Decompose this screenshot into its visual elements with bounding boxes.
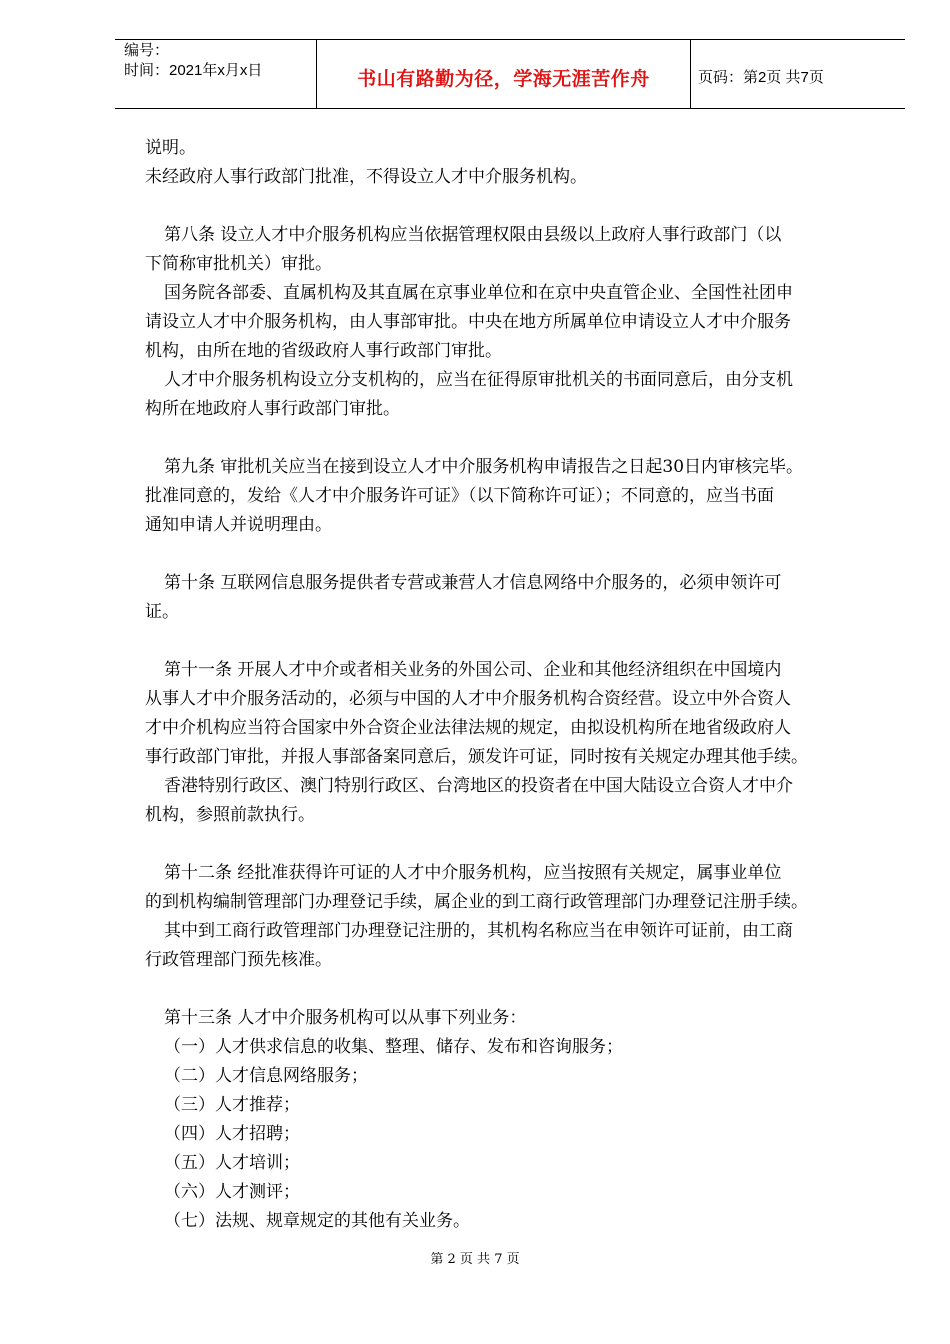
paragraph-spacer: [145, 627, 885, 656]
body-text-line: 从事人才中介服务活动的，必须与中国的人才中介服务机构合资经营。设立中外合资人: [145, 689, 791, 709]
body-text-line: 香港特别行政区、澳门特别行政区、台湾地区的投资者在中国大陆设立合资人才中介: [164, 776, 793, 796]
body-text-line: 未经政府人事行政部门批准，不得设立人才中介服务机构。: [145, 167, 587, 187]
paragraph-spacer: [145, 424, 885, 453]
body-text-line: 国务院各部委、直属机构及其直属在京事业单位和在京中央直管企业、全国性社团申: [164, 283, 793, 303]
document-body: [145, 134, 885, 1236]
body-text-line: 机构，参照前款执行。: [145, 805, 315, 825]
body-text-line: 行政管理部门预先核准。: [145, 950, 332, 970]
paragraph-spacer: [145, 975, 885, 1004]
body-text-line: 第八条 设立人才中介服务机构应当依据管理权限由县级以上政府人事行政部门（以: [164, 225, 782, 245]
body-text-line: （四）人才招聘；: [164, 1124, 300, 1144]
body-text-line: 的到机构编制管理部门办理登记手续，属企业的到工商行政管理部门办理登记注册手续。: [145, 892, 808, 912]
page-footer: 第 2 页 共 7 页: [430, 1252, 520, 1267]
body-text-line: 第十条 互联网信息服务提供者专营或兼营人才信息网络中介服务的，必须申领许可: [164, 573, 782, 593]
document-time-label: 时间：2021年x月x日: [124, 62, 263, 79]
paragraph-spacer: [145, 830, 885, 859]
body-text-line: （一）人才供求信息的收集、整理、储存、发布和咨询服务；: [164, 1037, 623, 1057]
body-text-line: （二）人才信息网络服务；: [164, 1066, 368, 1086]
body-text-line: 批准同意的，发给《人才中介服务许可证》（以下简称许可证）；不同意的，应当书面: [145, 486, 774, 506]
body-text-line: 下简称审批机关）审批。: [145, 254, 332, 274]
page-header: [115, 39, 905, 109]
header-motto-cell: [316, 40, 691, 108]
body-text-line: （三）人才推荐；: [164, 1095, 300, 1115]
header-page-info: 页码：第2页 共7页: [698, 69, 824, 86]
body-text-line: 机构，由所在地的省级政府人事行政部门审批。: [145, 341, 502, 361]
paragraph-spacer: [145, 192, 885, 221]
body-text-line: （七）法规、规章规定的其他有关业务。: [164, 1211, 470, 1231]
body-text-line: 请设立人才中介服务机构，由人事部审批。中央在地方所属单位申请设立人才中介服务: [145, 312, 791, 332]
document-number-label: 编号：: [124, 42, 170, 59]
body-text-line: 其中到工商行政管理部门办理登记注册的，其机构名称应当在申领许可证前，由工商: [164, 921, 793, 941]
body-text-line: （六）人才测评；: [164, 1182, 300, 1202]
header-motto: 书山有路勤为径，学海无涯苦作舟: [357, 68, 650, 90]
body-text-line: 才中介机构应当符合国家中外合资企业法律法规的规定，由拟设机构所在地省级政府人: [145, 718, 791, 738]
header-page-cell: [691, 40, 905, 108]
body-text-line: 说明。: [145, 138, 196, 158]
paragraph-spacer: [145, 540, 885, 569]
body-text-line: 第九条 审批机关应当在接到设立人才中介服务机构申请报告之日起30日内审核完毕。: [164, 457, 804, 477]
body-text-line: （五）人才培训；: [164, 1153, 300, 1173]
body-text-line: 构所在地政府人事行政部门审批。: [145, 399, 400, 419]
body-text-line: 人才中介服务机构设立分支机构的，应当在征得原审批机关的书面同意后，由分支机: [164, 370, 793, 390]
body-text-line: 事行政部门审批，并报人事部备案同意后，颁发许可证，同时按有关规定办理其他手续。: [145, 747, 808, 767]
body-text-line: 证。: [145, 602, 179, 622]
body-text-line: 第十二条 经批准获得许可证的人才中介服务机构，应当按照有关规定，属事业单位: [164, 863, 782, 883]
body-text-line: 第十一条 开展人才中介或者相关业务的外国公司、企业和其他经济组织在中国境内: [164, 660, 782, 680]
body-text-line: 通知申请人并说明理由。: [145, 515, 332, 535]
body-text-line: 第十三条 人才中介服务机构可以从事下列业务：: [164, 1008, 527, 1028]
header-meta-cell: [115, 40, 315, 108]
